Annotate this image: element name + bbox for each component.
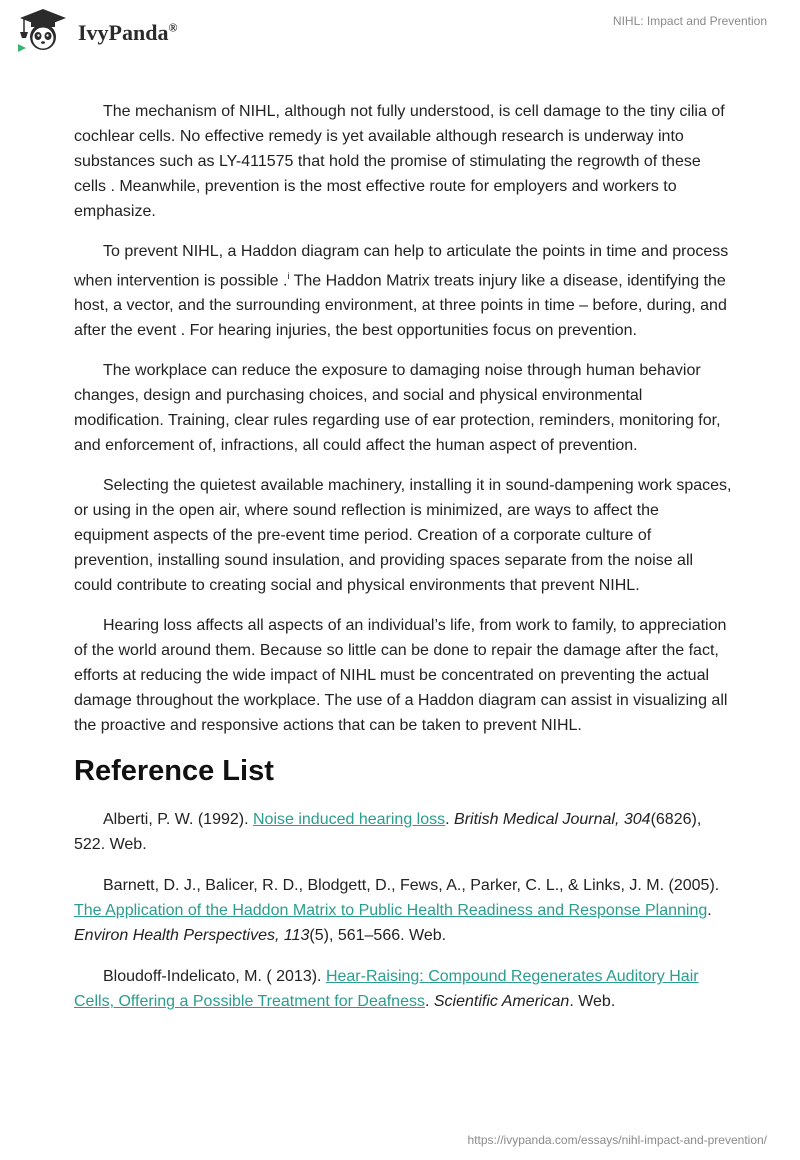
reference-item: Barnett, D. J., Balicer, R. D., Blodgett, D., Fews, A., Parker, C. L., & Links, J. M. (2005). The Application of the Haddon Matrix to Public Health Readiness and Response Planning. Environ Health Perspectives, 113(5), 561–566. Web. xyxy=(74,877,720,945)
paragraph-hearing-loss: Hearing loss affects all aspects of an individual’s life, from work to family, to appreciation of the world around them. Because so little can be done to repair the damage after the fact, efforts at reducing the wide impact of NIHL must be concentrated on preventing the actual damage throughout the workplace. The use of a Haddon diagram can assist in visualizing all the proactive and responsive actions that can be taken to prevent NIHL. xyxy=(74,617,728,735)
reference-link[interactable]: The Application of the Haddon Matrix to Public Health Readiness and Response Planning xyxy=(74,902,708,920)
reference-item: Alberti, P. W. (1992). Noise induced hearing loss. British Medical Journal, 304(6826), 522. Web. xyxy=(74,811,702,854)
brand-name: IvyPanda® xyxy=(78,20,178,45)
paragraph-machinery: Selecting the quietest available machinery, installing it in sound-dampening work spaces, or using in the open air, where sound reflection is minimized, are ways to affect the equipment aspects of the pre-event time period. Creation of a corporate culture of prevention, installing sound insulation, and providing spaces separate from the noise all could contribute to creating social and physical environments that prevent NIHL. xyxy=(74,477,732,595)
panda-logo-icon xyxy=(14,8,72,52)
page-header xyxy=(0,0,800,70)
essay-content xyxy=(74,99,734,1030)
paragraph-mechanism: The mechanism of NIHL, although not fully understood, is cell damage to the tiny cilia of cochlear cells. No effective remedy is yet available although research is underway into substances such as LY-411575 that hold the promise of stimulating the regrowth of these cells . Meanwhile, prevention is the most effective route for employers and workers to emphasize. xyxy=(74,103,725,220)
reference-link[interactable]: Hear-Raising: Compound Regenerates Auditory Hair Cells, Offering a Possible Treatment for Deafness xyxy=(74,968,699,1011)
paragraph-workplace: The workplace can reduce the exposure to damaging noise through human behavior changes, design and purchasing choices, and social and physical environmental modification. Training, clear rules regarding use of ear protection, reminders, monitoring for, and enforcement of, infractions, all could affect the human aspect of prevention. xyxy=(74,362,721,455)
reference-item: Bloudoff-Indelicato, M. ( 2013). Hear-Raising: Compound Regenerates Auditory Hair Cells, Offering a Possible Treatment for Deafness. Scientific American. Web. xyxy=(74,968,699,1011)
source-url[interactable]: https://ivypanda.com/essays/nihl-impact-and-prevention/ xyxy=(467,1133,767,1147)
document-title: NIHL: Impact and Prevention xyxy=(612,14,767,28)
paragraph-haddon-diagram: To prevent NIHL, a Haddon diagram can help to articulate the points in time and process when intervention is possible .$^i$ The Haddon Matrix treats injury like a disease, identifying the host, a vector, and the surrounding environment, at three points in time – before, during, and after the event . For hearing injuries, the best opportunities focus on prevention. xyxy=(74,243,729,340)
reference-link[interactable]: Noise induced hearing loss xyxy=(253,811,446,829)
footnote-marker[interactable]: i xyxy=(287,271,290,281)
reference-list-heading: Reference List xyxy=(74,755,274,788)
ivypanda-logo[interactable] xyxy=(14,8,177,52)
